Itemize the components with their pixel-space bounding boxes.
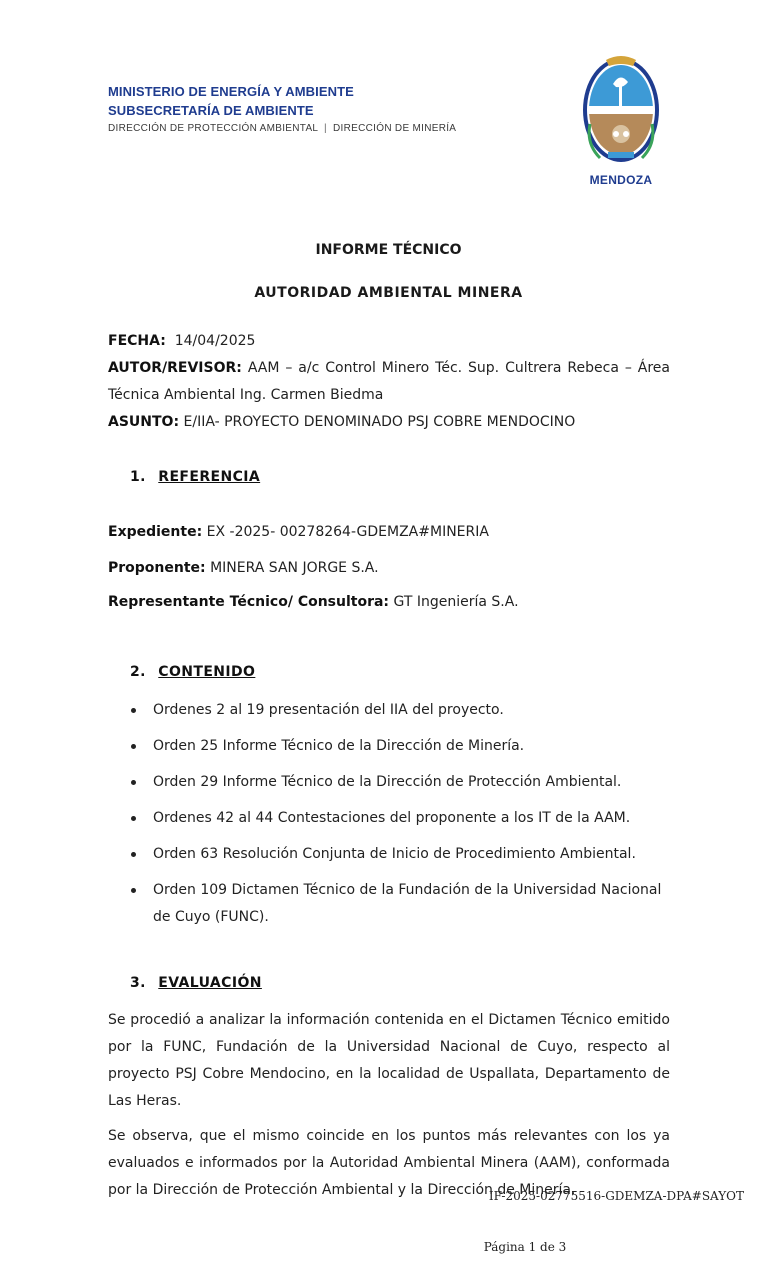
evaluacion-body — [108, 1007, 670, 1212]
section-number: 1. — [130, 469, 146, 485]
proponente-value: MINERA SAN JORGE S.A. — [210, 560, 379, 576]
proponente-label: Proponente: — [108, 560, 206, 576]
bullet-icon — [131, 816, 136, 821]
section-number: 2. — [130, 664, 146, 680]
list-item-text: Orden 109 Dictamen Técnico de la Fundación de la Universidad Nacional de Cuyo (FUNC). — [153, 882, 662, 925]
section-heading-referencia — [130, 469, 260, 485]
fecha-line — [108, 328, 670, 355]
paragraph: Se observa, que el mismo coincide en los puntos más relevantes con los ya evaluados e informados por la Autoridad Ambiental Minera (AAM), conformada por la Dirección de Protección Ambiental y la Dirección de Minería. — [108, 1128, 670, 1198]
fecha-value: 14/04/2025 — [174, 333, 256, 349]
document-subtitle: AUTORIDAD AMBIENTAL MINERA — [254, 285, 523, 301]
bullet-icon — [131, 852, 136, 857]
representante-label: Representante Técnico/ Consultora: — [108, 594, 390, 610]
document-meta — [108, 328, 670, 436]
expediente-label: Expediente: — [108, 524, 203, 540]
bullet-icon — [131, 888, 136, 893]
contenido-list — [108, 697, 670, 940]
section-title: REFERENCIA — [158, 469, 261, 485]
asunto-value: E/IIA- PROYECTO DENOMINADO PSJ COBRE MENDOCINO — [183, 414, 576, 430]
bullet-icon — [131, 780, 136, 785]
list-item-text: Orden 29 Informe Técnico de la Dirección de Protección Ambiental. — [153, 774, 622, 790]
bullet-icon — [131, 708, 136, 713]
autor-value: AAM – a/c Control Minero Téc. Sup. Cultrera Rebeca – Área Técnica Ambiental Ing. Carmen Biedma — [108, 360, 670, 403]
organization-header — [108, 82, 456, 137]
asunto-line — [108, 409, 670, 436]
expediente-line — [108, 524, 489, 540]
fecha-label: FECHA: — [108, 333, 166, 349]
direction-divider: | — [324, 123, 327, 134]
list-item-text: Orden 63 Resolución Conjunta de Inicio de Procedimiento Ambiental. — [153, 846, 636, 862]
expediente-value: EX -2025- 00278264-GDEMZA#MINERIA — [206, 524, 489, 540]
list-item — [108, 841, 670, 868]
list-item-text: Orden 25 Informe Técnico de la Dirección de Minería. — [153, 738, 525, 754]
directions-line — [108, 121, 456, 137]
bullet-icon — [131, 744, 136, 749]
document-title: INFORME TÉCNICO — [315, 242, 462, 258]
document-id: IF-2025-02775516-GDEMZA-DPA#SAYOT — [488, 1189, 744, 1203]
list-item — [108, 805, 670, 832]
direction-left: DIRECCIÓN DE PROTECCIÓN AMBIENTAL — [108, 123, 318, 134]
list-item — [108, 733, 670, 760]
list-item — [108, 697, 670, 724]
section-heading-contenido — [130, 664, 255, 680]
autor-label: AUTOR/REVISOR: — [108, 360, 242, 376]
list-item — [108, 769, 670, 796]
mendoza-crest-icon — [578, 54, 664, 188]
list-item — [108, 877, 670, 931]
section-number: 3. — [130, 975, 146, 991]
autor-line — [108, 355, 670, 409]
subsecretariat-name: SUBSECRETARÍA DE AMBIENTE — [108, 103, 314, 118]
proponente-line — [108, 560, 379, 576]
asunto-label: ASUNTO: — [108, 414, 180, 430]
representante-line — [108, 594, 519, 610]
section-heading-evaluacion — [130, 975, 262, 991]
representante-value: GT Ingeniería S.A. — [393, 594, 519, 610]
paragraph: Se procedió a analizar la información contenida en el Dictamen Técnico emitido por la FUNC, Fundación de la Universidad Nacional de Cuyo, respecto al proyecto PSJ Cobre Mendocino, en la localidad de Uspallata, Departamento de Las Heras. — [108, 1012, 670, 1109]
list-item-text: Ordenes 42 al 44 Contestaciones del proponente a los IT de la AAM. — [153, 810, 631, 826]
direction-right: DIRECCIÓN DE MINERÍA — [333, 123, 457, 134]
section-title: EVALUACIÓN — [158, 975, 262, 991]
list-item-text: Ordenes 2 al 19 presentación del IIA del proyecto. — [153, 702, 504, 718]
section-title: CONTENIDO — [158, 664, 256, 680]
page-number: Página 1 de 3 — [483, 1240, 567, 1254]
crest-label: MENDOZA — [589, 173, 653, 187]
ministry-name: MINISTERIO DE ENERGÍA Y AMBIENTE — [108, 84, 354, 99]
